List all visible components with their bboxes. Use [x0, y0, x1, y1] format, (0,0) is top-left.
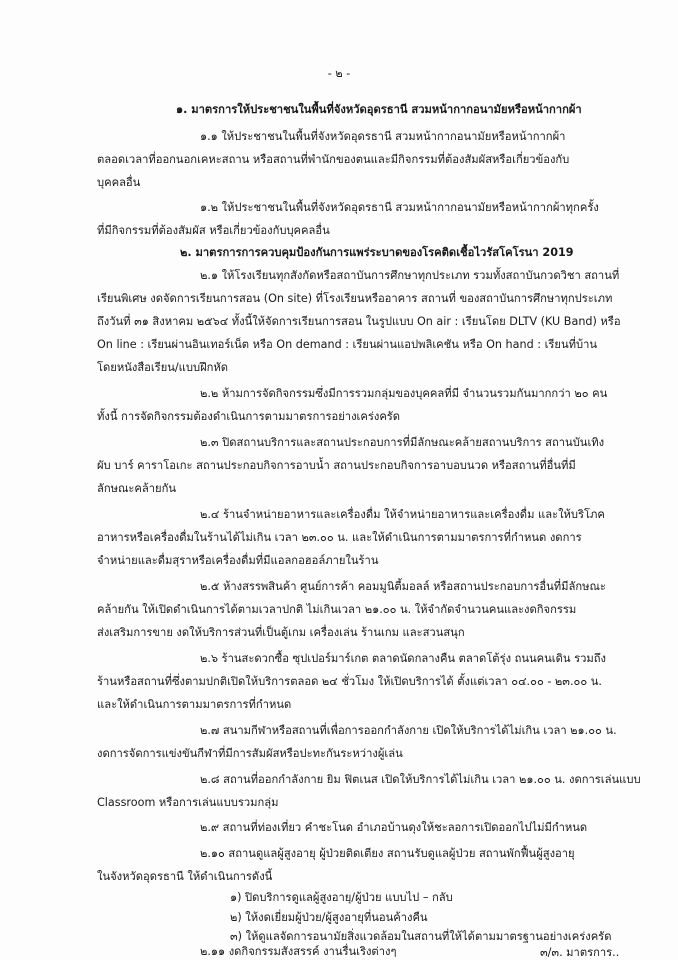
paragraph-2-10-item-3: ๓) ให้ดูแลจัดการอนามัยสิ่งแวดล้อมในสถานที่ให้ได้ตามมาตรฐานอย่างเคร่งครัด [230, 930, 612, 943]
paragraph-2-10-line-2: ในจังหวัดอุดรธานี ให้ดำเนินการดังนี้ [97, 870, 273, 883]
paragraph-2-1-line-5: โดยหนังสือเรียน/แบบฝึกหัด [97, 361, 229, 374]
paragraph-2-2-line-1: ๒.๒ ห้ามการจัดกิจกรรมซึ่งมีการรวมกลุ่มของบุคคลที่มี จำนวนรวมกันมากกว่า ๒๐ คน [200, 387, 608, 400]
paragraph-2-1-line-3: ถึงวันที่ ๓๑ สิงหาคม ๒๕๖๔ ทั้งนี้ให้จัดการเรียนการสอน ในรูปแบบ On air : เรียนโดย DLTV (KU Band) หรือ [97, 315, 621, 328]
paragraph-2-5-line-3: ส่งเสริมการขาย งดให้บริการส่วนที่เป็นตู้เกม เครื่องเล่น ร้านเกม และสวนสนุก [97, 626, 465, 639]
paragraph-2-11-line-1: ๒.๑๑ งดกิจกรรมสังสรรค์ งานรื่นเริงต่างๆ [200, 945, 397, 958]
paragraph-2-3-line-3: ลักษณะคล้ายกัน [97, 482, 176, 495]
paragraph-1-2-line-1: ๑.๒ ให้ประชาชนในพื้นที่จังหวัดอุดรธานี สวมหน้ากากอนามัยหรือหน้ากากผ้าทุกครั้ง [200, 201, 599, 214]
section-2-heading: ๒. มาตรการการควบคุมป้องกันการแพร่ระบาดของโรคติดเชื้อไวรัสโคโรนา 2019 [180, 246, 574, 259]
paragraph-2-6-line-2: ร้านหรือสถานที่ซึ่งตามปกติเปิดให้บริการตลอด ๒๔ ชั่วโมง ให้เปิดบริการได้ ตั้งแต่เวลา ๐๔.๐๐ - ๒๓.๐๐ น. [97, 675, 602, 688]
paragraph-2-1-line-1: ๒.๑ ให้โรงเรียนทุกสังกัดหรือสถาบันการศึกษาทุกประเภท รวมทั้งสถาบันกวดวิชา สถานที่ [200, 269, 620, 282]
paragraph-2-5-line-1: ๒.๕ ห้างสรรพสินค้า ศูนย์การค้า คอมมูนิตี้มอลล์ หรือสถานประกอบการอื่นที่มีลักษณะ [200, 580, 606, 593]
paragraph-2-10-line-1: ๒.๑๐ สถานดูแลผู้สูงอายุ ผู้ป่วยติดเตียง สถานรับดูแลผู้ป่วย สถานพักฟื้นผู้สูงอายุ [200, 847, 575, 860]
paragraph-2-7-line-1: ๒.๗ สนามกีฬาหรือสถานที่เพื่อการออกกำลังกาย เปิดให้บริการได้ไม่เกิน เวลา ๒๑.๐๐ น. [200, 724, 617, 737]
paragraph-2-10-item-2: ๒) ให้งดเยี่ยมผู้ป่วย/ผู้สูงอายุที่นอนค้างคืน [230, 911, 428, 924]
paragraph-2-4-line-1: ๒.๔ ร้านจำหน่ายอาหารและเครื่องดื่ม ให้จำหน่ายอาหารและเครื่องดื่ม และให้บริโภค [200, 508, 605, 521]
paragraph-2-3-line-1: ๒.๓ ปิดสถานบริการและสถานประกอบการที่มีลักษณะคล้ายสถานบริการ สถานบันเทิง [200, 436, 605, 449]
paragraph-2-9-line-1: ๒.๙ สถานที่ท่องเที่ยว คำชะโนด อำเภอบ้านดุงให้ชะลอการเปิดออกไปไม่มีกำหนด [200, 821, 588, 834]
page-number: - ๒ - [327, 67, 351, 80]
paragraph-2-4-line-2: อาหารหรือเครื่องดื่มในร้านได้ไม่เกิน เวลา ๒๓.๐๐ น. และให้ดำเนินการตามมาตรการที่กำหนด งดการ [97, 531, 582, 544]
paragraph-2-5-line-2: คล้ายกัน ให้เปิดดำเนินการได้ตามเวลาปกติ ไม่เกินเวลา ๒๑.๐๐ น. ให้จำกัดจำนวนคนและงดกิจกรรม [97, 603, 577, 616]
continuation-marker: ๓/๓. มาตรการ.. [540, 946, 620, 959]
paragraph-1-1-line-3: บุคคลอื่น [97, 176, 141, 189]
paragraph-2-8-line-1: ๒.๘ สถานที่ออกกำลังกาย ยิม ฟิตเนส เปิดให้บริการได้ไม่เกิน เวลา ๒๑.๐๐ น. งดการเล่นแบบ [200, 773, 641, 786]
paragraph-2-6-line-3: และให้ดำเนินการตามมาตรการที่กำหนด [97, 698, 292, 711]
paragraph-2-7-line-2: งดการจัดการแข่งขันกีฬาที่มีการสัมผัสหรือปะทะกันระหว่างผู้เล่น [97, 747, 403, 760]
paragraph-2-6-line-1: ๒.๖ ร้านสะดวกซื้อ ซุปเปอร์มาร์เกต ตลาดนัดกลางคืน ตลาดโต้รุ่ง ถนนคนเดิน รวมถึง [200, 652, 606, 665]
paragraph-2-1-line-4: On line : เรียนผ่านอินเทอร์เน็ต หรือ On demand : เรียนผ่านแอปพลิเคชัน หรือ On hand : เรียนที่บ้าน [97, 338, 598, 351]
section-1-heading: ๑. มาตรการให้ประชาชนในพื้นที่จังหวัดอุดรธานี สวมหน้ากากอนามัยหรือหน้ากากผ้า [176, 103, 582, 116]
paragraph-2-2-line-2: ทั้งนี้ การจัดกิจกรรมต้องดำเนินการตามมาตรการอย่างเคร่งครัด [97, 410, 401, 423]
paragraph-1-1-line-2: ตลอดเวลาที่ออกนอกเคหะสถาน หรือสถานที่พำนักของตนและมีกิจกรรมที่ต้องสัมผัสหรือเกี่ยวข้องกับ [97, 153, 570, 166]
paragraph-1-2-line-2: ที่มีกิจกรรมที่ต้องสัมผัส หรือเกี่ยวข้องกับบุคคลอื่น [97, 224, 330, 237]
paragraph-2-1-line-2: เรียนพิเศษ งดจัดการเรียนการสอน (On site) ที่โรงเรียนหรืออาคาร สถานที่ ของสถาบันการศึกษาทุกประเภท [97, 292, 613, 305]
paragraph-2-8-line-2: Classroom หรือการเล่นแบบรวมกลุ่ม [97, 796, 279, 809]
paragraph-1-1-line-1: ๑.๑ ให้ประชาชนในพื้นที่จังหวัดอุดรธานี สวมหน้ากากอนามัยหรือหน้ากากผ้า [200, 130, 566, 143]
paragraph-2-4-line-3: จำหน่ายและดื่มสุราหรือเครื่องดื่มที่มีแอลกอฮอล์ภายในร้าน [97, 554, 379, 567]
paragraph-2-3-line-2: ผับ บาร์ คาราโอเกะ สถานประกอบกิจการอาบน้ำ สถานประกอบกิจการอาบอบนวด หรือสถานที่อื่นที่มี [97, 459, 576, 472]
paragraph-2-10-item-1: ๑) ปิดบริการดูแลผู้สูงอายุ/ผู้ป่วย แบบไป – กลับ [230, 891, 453, 904]
